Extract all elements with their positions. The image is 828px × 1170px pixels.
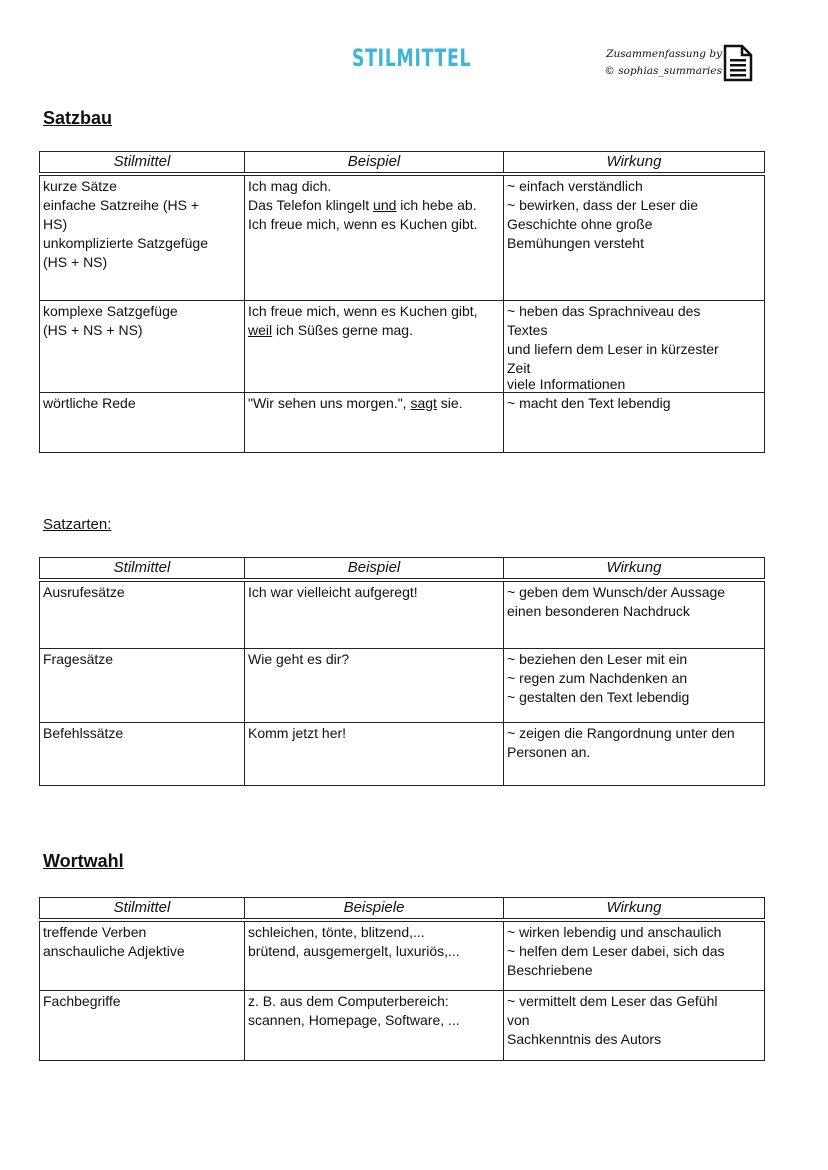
text-line: z. B. aus dem Computerbereich:: [248, 992, 449, 1009]
cell-wirkung: [504, 392, 765, 452]
cell-beispiel: [245, 920, 504, 990]
text-line: ~ geben dem Wunsch/der Aussage: [507, 584, 726, 600]
underlined-word: weil: [248, 321, 273, 338]
text-line: viele Informationen: [507, 377, 626, 389]
cell-beispiel: [245, 300, 504, 392]
text-part: ich Süßes gerne mag.: [272, 321, 413, 338]
text-line: ~ einfach verständlich: [507, 178, 643, 194]
text-line: Ich freue mich, wenn es Kuchen gibt.: [248, 216, 478, 232]
table-satzarten: [39, 557, 765, 786]
text-part: "Wir sehen uns morgen.",: [248, 394, 411, 411]
text-part: Das Telefon klingelt: [248, 197, 374, 213]
cell-beispiel: [245, 990, 504, 1060]
text-line: (HS + NS): [43, 254, 108, 270]
cell-wirkung: [504, 580, 765, 648]
cell-beispiel: Komm jetzt her!: [245, 722, 504, 785]
header-beispiel: Beispiel: [245, 152, 504, 175]
text-line: (HS + NS + NS): [43, 321, 143, 338]
text-line: wörtliche Rede: [43, 394, 136, 411]
header-stilmittel: Stilmittel: [40, 152, 245, 175]
text-line: ~ vermittelt dem Leser das Gefühl: [507, 992, 718, 1009]
text-line: ~ macht den Text lebendig: [507, 394, 671, 411]
cell-wirkung: [504, 722, 765, 785]
cell-beispiel: [245, 174, 504, 300]
table-row: [40, 392, 765, 452]
table-header-row: [40, 558, 765, 581]
text-line: einen besonderen Nachdruck: [507, 603, 690, 619]
section-heading-satzbau: Satzbau: [43, 108, 113, 128]
text-line: Bemühungen versteht: [507, 235, 644, 251]
cell-beispiel: Wie geht es dir?: [245, 648, 504, 722]
cell-stilmittel: Befehlssätze: [40, 722, 245, 785]
text-line: von: [507, 1011, 530, 1028]
text-line: ~ gestalten den Text lebendig: [507, 688, 690, 705]
text-line: ~ regen zum Nachdenken an: [507, 669, 688, 686]
section-heading-wortwahl: Wortwahl: [43, 851, 124, 871]
text-line: brütend, ausgemergelt, luxuriös,...: [248, 943, 460, 959]
text-line: anschauliche Adjektive: [43, 943, 185, 959]
table-row: [40, 990, 765, 1060]
text-part: ich hebe ab.: [396, 197, 477, 213]
cell-beispiel: Ich war vielleicht aufgeregt!: [245, 580, 504, 648]
brand-line-1: Zusammenfassung by: [606, 48, 722, 60]
brand-line-2: © sophias_summaries: [604, 65, 722, 77]
table-wortwahl: [39, 897, 765, 1061]
header-wirkung: Wirkung: [504, 152, 765, 175]
text-line: treffende Verben: [43, 924, 147, 940]
cell-stilmittel: [40, 392, 245, 452]
underlined-word: und: [373, 197, 397, 213]
table-row: [40, 300, 765, 392]
text-line: unkomplizierte Satzgefüge: [43, 235, 208, 251]
underlined-word: sagt: [410, 394, 437, 411]
cell-stilmittel: [40, 174, 245, 300]
text-line: Zeit: [507, 359, 531, 376]
cell-wirkung: [504, 648, 765, 722]
page-title: STILMITTEL: [352, 44, 472, 72]
text-line: Fachbegriffe: [43, 992, 121, 1009]
table-row: [40, 174, 765, 300]
document-icon: [722, 44, 754, 82]
table-header-row: [40, 898, 765, 921]
text-line: Personen an.: [507, 743, 591, 760]
cell-wirkung: [504, 174, 765, 300]
cell-wirkung: [504, 990, 765, 1060]
brand-credit: [598, 46, 722, 80]
table-satzbau: [39, 151, 765, 453]
table-row: [40, 580, 765, 648]
cell-wirkung: [504, 920, 765, 990]
text-line: komplexe Satzgefüge: [43, 302, 178, 319]
text-line: Sachkenntnis des Autors: [507, 1030, 662, 1047]
text-line: einfache Satzreihe (HS +: [43, 197, 200, 213]
text-line: Ich mag dich.: [248, 178, 332, 194]
table-row: [40, 722, 765, 785]
text-line: [248, 394, 500, 413]
text-line: ~ helfen dem Leser dabei, sich das: [507, 943, 725, 959]
cell-stilmittel: [40, 920, 245, 990]
header-stilmittel: Stilmittel: [40, 558, 245, 581]
text-line: ~ bewirken, dass der Leser die: [507, 197, 699, 213]
header-stilmittel: Stilmittel: [40, 898, 245, 921]
text-line: ~ wirken lebendig und anschaulich: [507, 924, 722, 940]
cell-stilmittel: [40, 300, 245, 392]
table-row: [40, 920, 765, 990]
text-line: Geschichte ohne große: [507, 216, 653, 232]
cell-stilmittel: [40, 990, 245, 1060]
text-line: [248, 321, 500, 340]
cell-stilmittel: Fragesätze: [40, 648, 245, 722]
text-part: sie.: [436, 394, 463, 411]
text-line: Textes: [507, 321, 548, 338]
table-header-row: [40, 152, 765, 175]
text-line: scannen, Homepage, Software, ...: [248, 1011, 460, 1028]
cell-beispiel: [245, 392, 504, 452]
section-heading-satzarten: Satzarten:: [43, 516, 112, 533]
text-line: kurze Sätze: [43, 178, 117, 194]
text-line: ~ beziehen den Leser mit ein: [507, 650, 688, 667]
text-line: ~ heben das Sprachniveau des: [507, 302, 701, 319]
cell-wirkung: [504, 300, 765, 392]
header-wirkung: Wirkung: [504, 558, 765, 581]
header-beispiele: Beispiele: [245, 898, 504, 921]
cell-stilmittel: Ausrufesätze: [40, 580, 245, 648]
header-wirkung: Wirkung: [504, 898, 765, 921]
text-line: schleichen, tönte, blitzend,...: [248, 924, 425, 940]
text-line: Ich freue mich, wenn es Kuchen gibt,: [248, 302, 478, 319]
text-line: ~ zeigen die Rangordnung unter den: [507, 724, 735, 741]
text-line: [248, 196, 500, 215]
text-line: Beschriebene: [507, 962, 593, 978]
header-beispiel: Beispiel: [245, 558, 504, 581]
text-line: HS): [43, 216, 68, 232]
table-row: [40, 648, 765, 722]
text-line: und liefern dem Leser in kürzester: [507, 340, 719, 357]
